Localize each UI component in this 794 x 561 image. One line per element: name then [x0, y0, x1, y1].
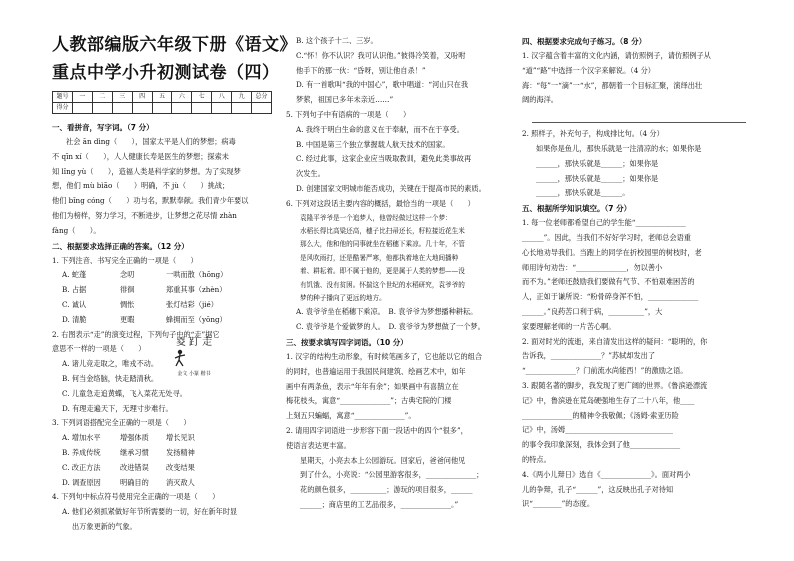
option-cell: C. 诚认 — [62, 299, 87, 309]
passage-line: 水稻长得比高粱还高，穗子比扫帚还长，籽粒接近花生米 — [300, 226, 465, 235]
option-item: 次发生。 — [296, 169, 325, 179]
column-left — [52, 0, 297, 561]
option-item: C. 袁爷爷是个爱做梦的人。 D. 袁爷爷为梦想做了一个梦。 — [296, 322, 485, 332]
option-cell: 郑重其事（zhèn） — [166, 285, 227, 295]
section-1-line: fàng（ ）。 — [52, 225, 101, 235]
page-title-line2: 重点中学小升初测试卷（四） — [52, 63, 280, 83]
score-cell[interactable] — [172, 103, 192, 114]
question-2-5-options — [286, 123, 504, 197]
passage-line: 有饥饿、没有贫困。怀揣这个世纪的水稻研究，袁爷爷的 — [300, 280, 465, 289]
question-line: 家要理解老师的一片苦心啊。 — [522, 321, 616, 331]
option-cell: 改进错误 — [120, 462, 149, 472]
option-row[interactable] — [52, 268, 272, 283]
score-cell[interactable] — [212, 103, 232, 114]
option-cell: B. 养成传统 — [62, 447, 101, 457]
score-cell: 五 — [152, 92, 172, 103]
question-line: 使语言表达更丰富。 — [286, 440, 351, 450]
question-line: 的同时，也普遍运用于我国民间建筑、绘画艺术中，如年 — [286, 366, 466, 376]
section-1-text — [52, 135, 272, 239]
score-cell: 一 — [72, 92, 92, 103]
question-4-2: 2. 照样子，补充句子，构成排比句。（4 分） — [522, 129, 664, 139]
score-cell[interactable] — [192, 103, 212, 114]
calligraphy-glyphs: 㚇 䟓 走 — [175, 337, 213, 348]
score-cell: 二 — [92, 92, 112, 103]
section-4-title: 四、根据要求完成句子练习。（8 分） — [522, 37, 647, 46]
section-1-line: 不 qīn xí（ ），人人健康长寿是医生的梦想；探索未 — [52, 151, 229, 161]
option-cell: 消灭敌人 — [166, 477, 195, 487]
option-row[interactable] — [52, 446, 272, 461]
question-2-3: 3. 下列词语搭配完全正确的一项是（ ） — [52, 418, 191, 428]
option-item: A. 诸儿竞走取之，唯戎不动。 — [62, 359, 159, 369]
question-line: 阔的海洋。 — [522, 95, 558, 105]
question-2-2-line1: 2. 右图表示“走”的演变过程，下列句子中的“走”据它 — [52, 329, 220, 339]
option-cell: 增长见识 — [166, 433, 195, 443]
option-cell: D. 清脆 — [62, 314, 87, 324]
option-cell: 一哄而散（hōng） — [166, 270, 228, 280]
question-line: 海：“每”一“滴”一“水”，都朝着一个目标汇聚，演绎出壮 — [522, 80, 703, 90]
question-line: 心长地劝导我们。当跑上的同学在折校园里的树枝时，老 — [522, 247, 702, 257]
question-5-1 — [522, 216, 752, 334]
option-item: D. 有一首歌叫“我的中国心”，歌中唱道：“河山只在我 — [296, 80, 469, 90]
option-row[interactable] — [52, 283, 272, 298]
question-line: 师用诗句劝告：“______________，勿以善小 — [522, 262, 663, 272]
option-cell: B. 占据 — [62, 285, 87, 295]
question-line: 记》中，鲁滨逊在荒岛硬强地生存了二十八年，他____ — [522, 395, 695, 405]
option-cell: 张灯结彩（jié） — [166, 299, 218, 309]
score-cell[interactable] — [232, 103, 252, 114]
question-4-2-line4: ______，那快乐就是______。 — [536, 188, 630, 198]
passage-line: 袁隆平爷爷是一个追梦人，他曾经做过这样一个梦： — [300, 213, 452, 222]
section-1-line: 他们 bǐng cóng（ ）功与名，默默奉献。我们青少年要以 — [52, 196, 249, 206]
question-3-2 — [286, 424, 504, 454]
passage-line: 着、耕耘着。即不属于他的，更是属于人类的梦想——没 — [300, 267, 465, 276]
section-1-line: 他们为榜样，努力学习，不断进步，让梦想之花尽情 zhàn — [52, 210, 237, 220]
question-line: 识“________”的态度。 — [522, 499, 595, 509]
question-2-3-options — [52, 431, 272, 490]
section-1-line: 知 lǐng yù（ ），造福人类是科学家的梦想。为了实现梦 — [52, 166, 241, 176]
option-item: B. 这个孩子十二、三岁。 — [296, 36, 378, 45]
page-title-line1: 人教部编版六年级下册《语文》 — [52, 35, 297, 55]
question-4-1 — [522, 49, 752, 108]
option-item: B. 中国是第三个独立掌握载人航天技术的国家。 — [296, 139, 450, 149]
question-line: 2. 请用四字词语进一步形容下面一段话中的四个“很多”， — [286, 425, 468, 435]
question-line: 儿的争辩，孔子“______”，这反映出孔子对待知 — [522, 484, 674, 494]
score-cell: 得分 — [53, 103, 73, 114]
score-cell[interactable] — [252, 103, 272, 114]
question-2-1: 1. 下列注音、书写完全正确的一项是（ ） — [52, 255, 198, 265]
question-line: 梅花枝头，寓意“______________”；古典宅院的门楼 — [286, 396, 452, 406]
section-1-line: 社会 ān dìng（ ），国家太平是人们的梦想；病毒 — [66, 137, 236, 146]
question-2-1-options — [52, 268, 272, 327]
question-2-2-options — [52, 357, 272, 416]
score-cell: 八 — [212, 92, 232, 103]
option-cell: 明确目的 — [120, 477, 149, 487]
section-1-title: 一、看拼音，写字词。（7 分） — [52, 123, 154, 132]
option-cell: 徘徊 — [120, 285, 135, 295]
option-row[interactable] — [52, 313, 272, 328]
section-2-title: 二、根据要求选择正确的答案。（12 分） — [52, 241, 189, 251]
question-line: 到了什么，小亮说：“公园里游客很多，______________； — [300, 470, 484, 480]
score-cell: 总分 — [252, 92, 272, 103]
question-5-4 — [522, 468, 752, 512]
question-2-6: 6. 下列对这段话主要内容的概括，最恰当的一项是（ ） — [286, 198, 475, 208]
option-item: C.“怀！你不认识？我可认识他。”彼得冷笑着，又吩咐 — [296, 50, 466, 60]
question-2-2-line2: 意思不一样的一项是（ ） — [52, 344, 146, 354]
option-cell: A. 增加水平 — [62, 433, 101, 443]
question-line: 的事令我印象深刻，我体会到了他______________ — [522, 440, 681, 450]
question-4-2-line1: 如果你是鱼儿，那快乐就是一注清凉的水；如果你是 — [536, 143, 702, 153]
question-line: 1. 汉字蕴含着丰富的文化内涵，请仿照例子，请仿照例子从 — [522, 51, 711, 60]
question-3-2-paragraph — [286, 454, 504, 513]
score-table-score-row — [53, 103, 272, 114]
question-2-4-option-a-line1: A. 他们必须抓紧做好年节所需要的一切，好在新年时显 — [62, 507, 238, 517]
score-cell[interactable] — [112, 103, 132, 114]
section-3-title: 三、按要求填写四字词语。（10 分） — [286, 338, 408, 347]
question-line: 人，正如于谦所说：“粉骨碎身浑不怕，______________ — [522, 292, 699, 302]
score-cell: 四 — [132, 92, 152, 103]
question-line: 而不为。”老师还鼓励我们要做有气节、不怕艰难困苦的 — [522, 277, 695, 287]
question-line: 花的颜色很多，__________；游玩的项目很多，______ — [300, 485, 473, 495]
question-line: ______”。因此，当我们不好好学习时，老师总会语重 — [522, 232, 691, 242]
question-line: 星期天，小亮去本上公园游玩。回家后，爸爸问他见 — [300, 455, 466, 465]
question-2-6-options — [286, 305, 504, 335]
option-item: B. 何当金络脑，快走踏清秋。 — [62, 373, 159, 383]
question-line: 告诉我，______________？”苏轼却发出了 — [522, 351, 656, 361]
score-cell: 六 — [172, 92, 192, 103]
passage-line: 那么大，他和他的同事就坐在稻穗下乘凉。几十年，不管 — [300, 240, 465, 249]
section-5-title: 五、根据所学知识填空。（7 分） — [522, 204, 632, 214]
passage-line: 是风吹雨打，还是酷暑严寒，他都执着地在大地间播种 — [300, 253, 459, 262]
question-line: ______；商店里的工艺品很多，______________。” — [300, 499, 459, 509]
option-row[interactable] — [52, 298, 272, 313]
option-cell: 蜂拥而至（yōng） — [166, 314, 227, 324]
option-cell: 改变结果 — [166, 462, 195, 472]
calligraphy-labels: 金文 小篆 楷书 — [177, 371, 211, 377]
question-3-1 — [286, 350, 504, 424]
option-item: A. 我终于明白生命的意义在于奉献，而不在于享受。 — [296, 124, 464, 134]
question-2-5: 5. 下列句子中有语病的一项是（ ） — [286, 109, 411, 119]
option-cell: 念叨 — [120, 270, 135, 280]
option-cell: 惆怅 — [120, 299, 135, 309]
question-line: 画中有两条鱼，表示“年年有余”；如果画中有喜鹊立在 — [286, 381, 459, 391]
section-1-line: 想，他们 mù bìão（ ）明确，不 jù（ ）挑战； — [52, 181, 230, 191]
option-item: C. 经过此事，这家企业应当吸取教训，避免此类事故再 — [296, 154, 472, 164]
question-5-3 — [522, 379, 752, 468]
option-item: C. 儿童急走追黄蝶，飞入菜花无处寻。 — [62, 388, 187, 398]
question-line: “道”“路”中选择一个汉字来解说。（4 分） — [522, 65, 655, 75]
option-item: A. 袁爷爷坐在稻穗下乘凉。 B. 袁爷爷为梦想播种耕耘。 — [296, 307, 478, 317]
option-cell: 继承习惯 — [120, 447, 149, 457]
question-line: 记》中，汤姆______________________________ — [522, 425, 673, 435]
score-table-header-row — [53, 92, 272, 103]
column-middle — [286, 0, 504, 561]
score-cell[interactable] — [72, 103, 92, 114]
question-line: ______。”良药苦口利于病，__________”，大 — [522, 306, 663, 316]
question-4-2-line3: ______，那快乐就是______；如果你是 — [536, 173, 659, 183]
option-row[interactable] — [52, 476, 272, 491]
score-table — [52, 91, 272, 114]
option-row[interactable] — [52, 431, 272, 446]
option-item: D. 有理走遍天下，无理寸步难行。 — [62, 403, 173, 413]
question-line: ______________的精神令我敬佩；《汤姆·索亚历险 — [522, 410, 679, 420]
option-cell: A. 蛇蓬 — [62, 270, 87, 280]
reading-passage — [286, 212, 504, 306]
question-line: 的特点。 — [522, 454, 551, 464]
score-cell: 三 — [112, 92, 132, 103]
option-row[interactable] — [52, 461, 272, 476]
column-right — [522, 0, 752, 561]
question-line: “______________？门前流水尚能西！”的激励之语。 — [522, 366, 688, 376]
option-item: 他手下的那一伙：“昏呀，别让他自杀！” — [296, 65, 426, 75]
calligraphy-zou-illustration — [168, 337, 220, 377]
score-cell: 九 — [232, 92, 252, 103]
score-cell[interactable] — [92, 103, 112, 114]
question-5-2 — [522, 335, 752, 379]
walking-figure-icon — [168, 349, 220, 367]
question-line: 4.《两小儿辩日》选自《______________》。面对两小 — [522, 469, 691, 479]
option-cell: 发扬精神 — [166, 447, 195, 457]
score-cell[interactable] — [152, 103, 172, 114]
question-4-2-line2: ______，那快乐就是______；如果你是 — [536, 158, 659, 168]
question-line: 1. 汉字的结构生动形象，有时候笔画多了，它也能以它的组合 — [286, 352, 483, 361]
score-cell[interactable] — [132, 103, 152, 114]
option-item: 梦萦，祖国已多年未亲近……” — [296, 95, 394, 105]
option-item: D. 创建国家文明城市能否成功，关键在于提高市民的素质。 — [296, 183, 486, 193]
question-line: 上刻五只蝙蝠，寓意“______________”。 — [286, 411, 416, 421]
option-cell: D. 调查原因 — [62, 477, 101, 487]
option-cell: 增强体质 — [120, 433, 149, 443]
option-cell: C. 改正方法 — [62, 462, 101, 472]
score-cell: 七 — [192, 92, 212, 103]
question-line: 3. 跟随名著的脚步，我发现了更广阔的世界。《鲁滨逊漂流 — [522, 380, 708, 390]
question-line: 2. 面对时光的流逝，来自清发出这样的疑问：“聪明的，你 — [522, 336, 708, 346]
question-2-4-option-a-line2: 出万象更新的气象。 — [72, 521, 137, 531]
question-line: 1. 每一位老师都希望自己的学生能“______________ — [522, 218, 686, 228]
option-cell: 更暇 — [120, 314, 135, 324]
passage-line: 梦的种子播向了更远的地方。 — [300, 294, 386, 302]
answer-line[interactable] — [532, 108, 746, 123]
question-2-4-options-cont — [286, 34, 504, 108]
question-2-4: 4. 下列句中标点符号使用完全正确的一项是（ ） — [52, 492, 220, 502]
score-cell: 题号 — [53, 92, 73, 103]
